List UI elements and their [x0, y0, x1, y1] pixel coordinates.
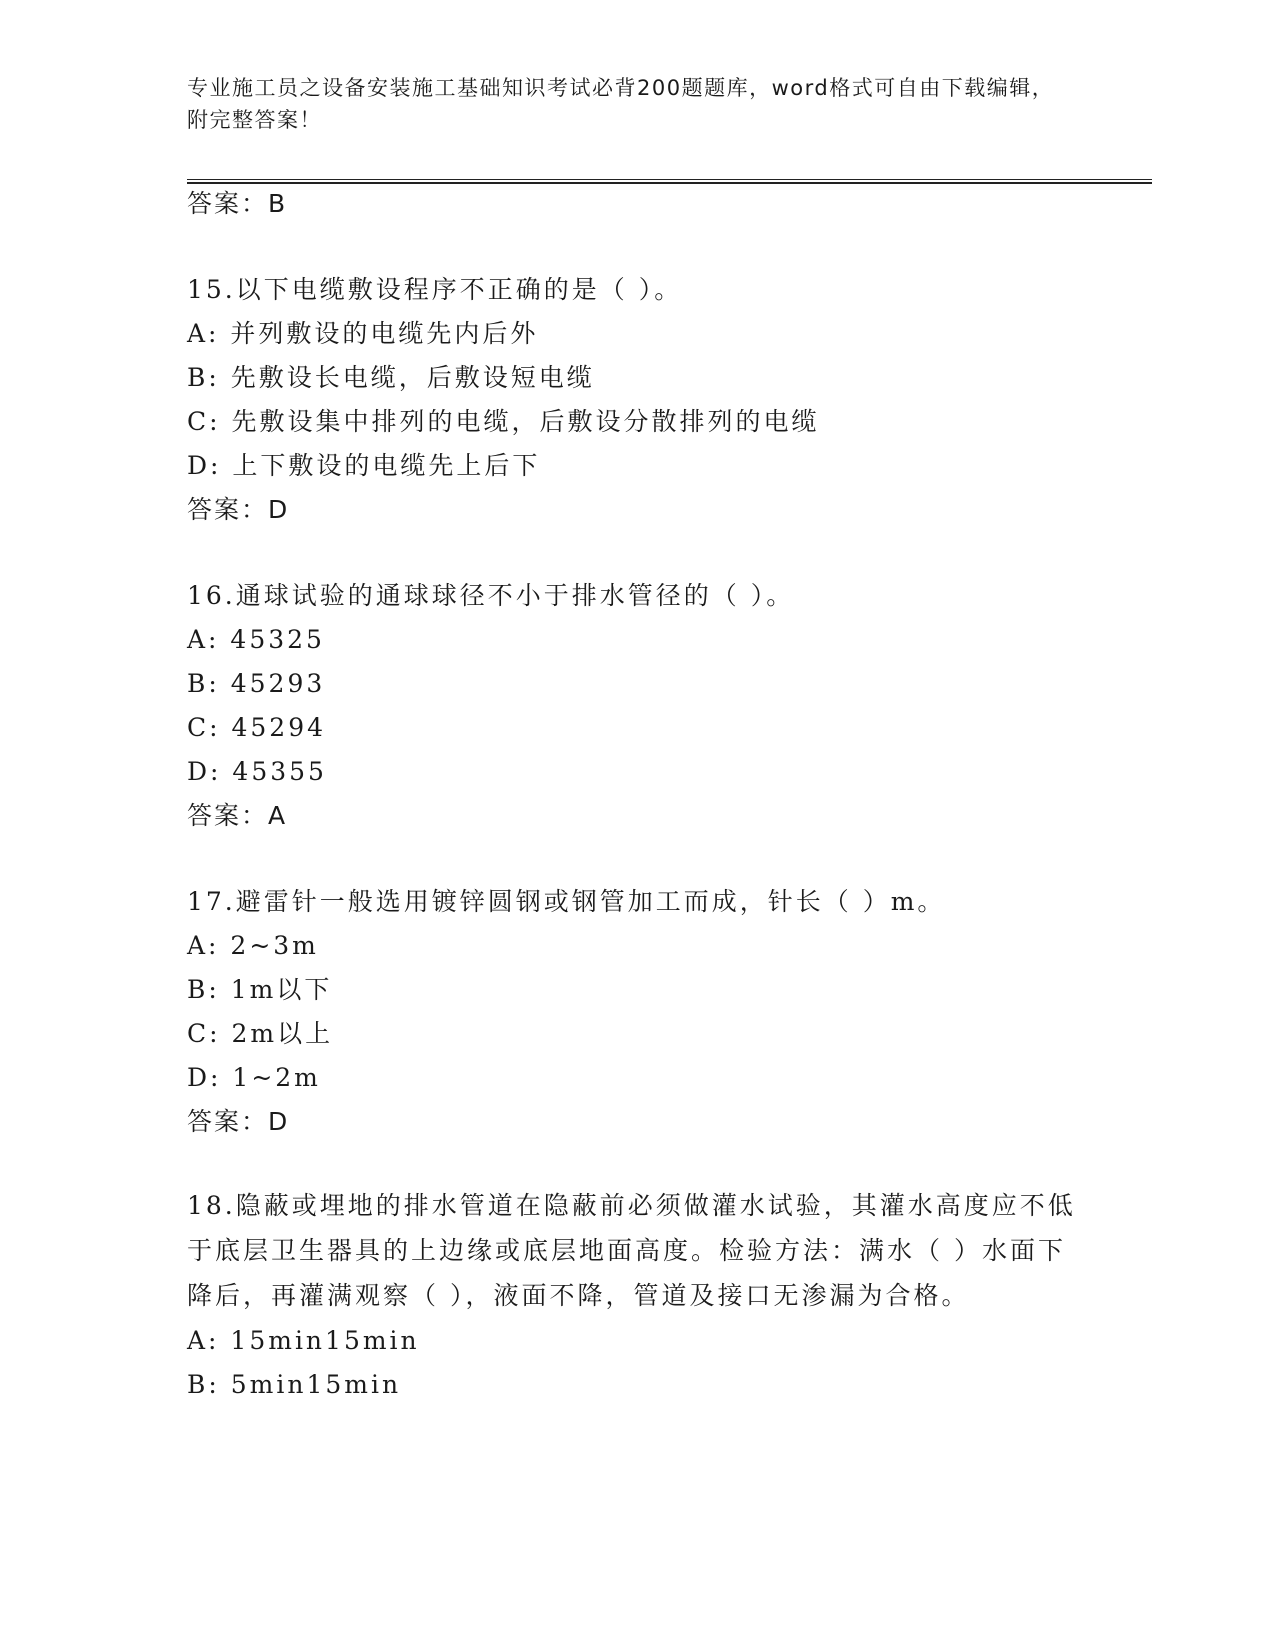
answer-previous: 答案：B — [187, 189, 288, 218]
q17-option-b: B: 1m以下 — [187, 975, 333, 1004]
document-header: 专业施工员之设备安装施工基础知识考试必背200题题库，word格式可自由下载编辑，附完整答案！ — [187, 76, 1055, 132]
q17-option-c: C: 2m以上 — [187, 1019, 334, 1048]
q16-option-d: D: 45355 — [187, 757, 327, 786]
q15-answer: 答案：D — [187, 495, 290, 524]
q15-option-c: C: 先敷设集中排列的电缆，后敷设分散排列的电缆 — [187, 407, 820, 436]
question-18: 18.隐蔽或埋地的排水管道在隐蔽前必须做灌水试验，其灌水高度应不低于底层卫生器具的上边缘或底层地面高度。检验方法：满水（ ）水面下降后，再灌满观察（ ），液面不降，管道及接口无渗漏为合格。 — [187, 1191, 1076, 1310]
q15-option-a: A: 并列敷设的电缆先内后外 — [187, 319, 539, 348]
q18-option-a: A: 15min15min — [187, 1326, 420, 1355]
q15-option-d: D: 上下敷设的电缆先上后下 — [187, 451, 541, 480]
q16-option-a: A: 45325 — [187, 625, 325, 654]
q16-option-b: B: 45293 — [187, 669, 326, 698]
header-divider-thin — [187, 179, 1152, 180]
q15-option-b: B: 先敷设长电缆，后敷设短电缆 — [187, 363, 595, 392]
q16-option-c: C: 45294 — [187, 713, 327, 742]
q17-option-a: A: 2~3m — [187, 931, 319, 960]
question-16: 16.通球试验的通球球径不小于排水管径的（ ）。 — [187, 581, 795, 610]
q18-option-b: B: 5min15min — [187, 1370, 402, 1399]
q16-answer: 答案：A — [187, 801, 288, 830]
q17-answer: 答案：D — [187, 1107, 290, 1136]
header-divider-thick — [187, 182, 1152, 184]
q17-option-d: D: 1~2m — [187, 1063, 321, 1092]
question-15: 15.以下电缆敷设程序不正确的是（ ）。 — [187, 275, 683, 304]
question-17: 17.避雷针一般选用镀锌圆钢或钢管加工而成，针长（ ）m。 — [187, 887, 946, 916]
